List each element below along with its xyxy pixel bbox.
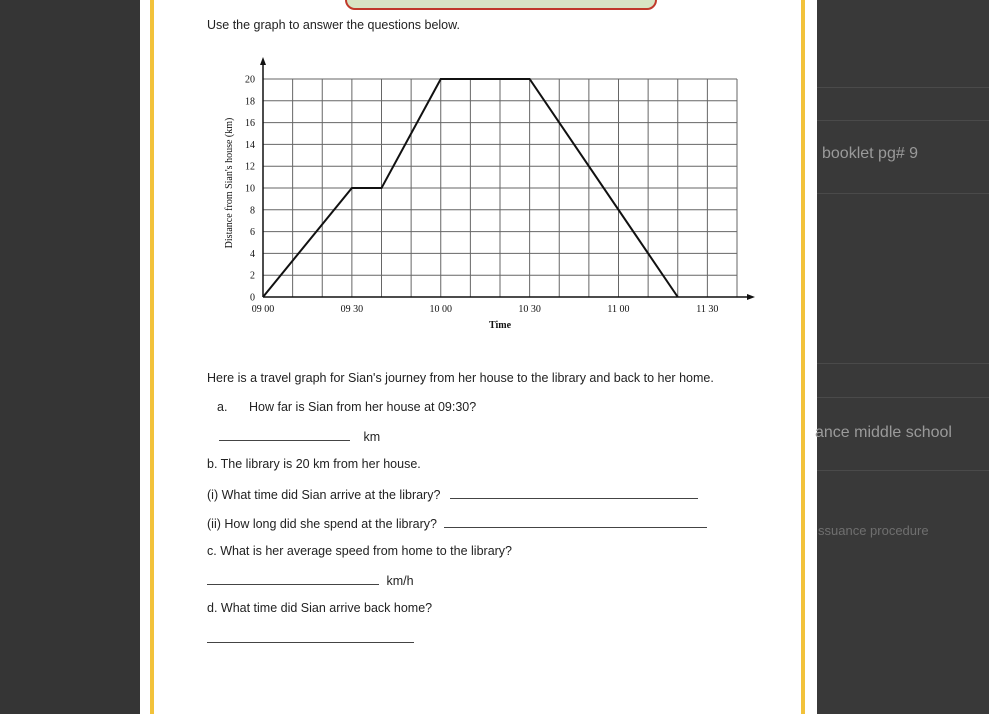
- answer-c-unit: km/h: [386, 574, 414, 588]
- side-divider: [817, 363, 989, 364]
- side-item-procedure[interactable]: ssuance procedure: [818, 523, 929, 538]
- y-tick-label: 20: [245, 74, 255, 86]
- question-c: c. What is her average speed from home to the library?: [207, 544, 513, 558]
- question-b-ii: (ii) How long did she spend at the library?: [207, 517, 437, 531]
- y-tick-label: 2: [250, 270, 255, 282]
- y-axis-label: Distance from Sian's house (km): [224, 117, 235, 249]
- chart-grid: [263, 79, 737, 297]
- header-banner: [345, 0, 657, 10]
- y-tick-label: 0: [250, 292, 255, 304]
- question-b-i-row: [207, 486, 698, 502]
- question-a-letter: a.: [217, 400, 228, 414]
- x-axis-arrow: [747, 294, 755, 300]
- y-tick-label: 16: [245, 118, 255, 130]
- side-item-booklet[interactable]: booklet pg# 9: [822, 145, 919, 162]
- x-axis-label: Time: [488, 320, 512, 331]
- y-tick-label: 18: [245, 96, 255, 108]
- page-border-left: [150, 0, 154, 714]
- travel-graph: [212, 50, 772, 340]
- x-tick-label: 10 00: [429, 304, 452, 315]
- answer-d-row: [207, 630, 414, 646]
- question-b: b. The library is 20 km from her house.: [207, 457, 421, 471]
- y-tick-label: 14: [245, 139, 255, 151]
- answer-b-i-blank[interactable]: [450, 486, 698, 499]
- y-tick-label: 10: [245, 183, 255, 195]
- description-text: Here is a travel graph for Sian's journey from her house to the library and back to her home.: [207, 371, 714, 385]
- question-a: How far is Sian from her house at 09:30?: [249, 400, 477, 414]
- y-axis-arrow: [260, 57, 266, 65]
- answer-a-unit: km: [363, 430, 381, 444]
- side-panel: [817, 0, 989, 714]
- side-divider: [817, 87, 989, 88]
- side-divider: [817, 397, 989, 398]
- chart-axes: [260, 57, 755, 300]
- answer-c-row: [207, 572, 414, 588]
- x-tick-label: 11 30: [696, 304, 719, 315]
- answer-a-blank[interactable]: [219, 428, 350, 441]
- y-tick-label: 4: [250, 248, 255, 260]
- question-b-i: (i) What time did Sian arrive at the library?: [207, 488, 441, 502]
- side-item-school[interactable]: ance middle school: [815, 424, 952, 441]
- y-tick-label: 12: [245, 161, 255, 173]
- x-tick-label: 09 30: [340, 304, 364, 315]
- x-tick-label: 10 30: [518, 304, 541, 315]
- page-border-right: [801, 0, 805, 714]
- y-tick-label: 6: [250, 227, 255, 239]
- answer-b-ii-blank[interactable]: [444, 515, 707, 528]
- intro-text: Use the graph to answer the questions below.: [207, 18, 460, 32]
- question-d: d. What time did Sian arrive back home?: [207, 601, 433, 615]
- answer-d-blank[interactable]: [207, 630, 414, 643]
- left-gutter: [0, 0, 140, 714]
- question-b-ii-row: [207, 515, 707, 531]
- side-divider: [817, 193, 989, 194]
- x-tick-label: 09 00: [251, 304, 275, 315]
- chart-ticks: [245, 75, 718, 316]
- answer-c-blank[interactable]: [207, 572, 379, 585]
- y-tick-label: 8: [250, 205, 255, 217]
- answer-a-row: [219, 428, 380, 444]
- x-tick-label: 11 00: [607, 304, 630, 315]
- side-divider: [817, 470, 989, 471]
- side-divider: [817, 120, 989, 121]
